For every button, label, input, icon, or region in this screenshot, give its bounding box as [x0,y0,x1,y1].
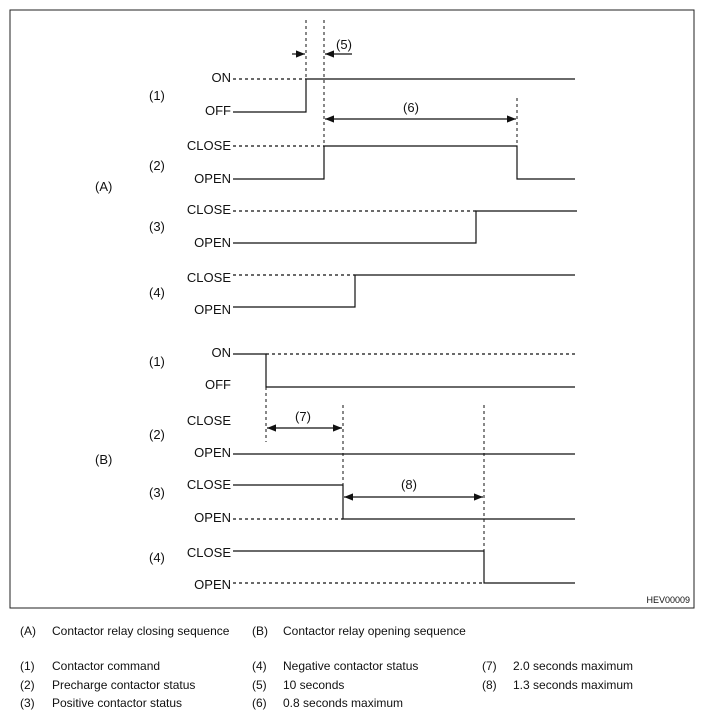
legend-key: (8) [482,678,497,692]
row-number: (1) [149,354,165,369]
state-low-label: OPEN [194,510,231,525]
legend-text: 1.3 seconds maximum [513,678,634,692]
legend-key: (A) [20,624,36,638]
legend-key: (7) [482,659,497,673]
section-b-label: (B) [95,452,113,467]
row-number: (2) [149,158,165,173]
legend-key: (4) [252,659,267,673]
legend-text: Contactor relay closing sequence [52,624,230,638]
waveform-a-4 [233,275,575,307]
row-number: (4) [149,285,165,300]
state-high-label: CLOSE [186,477,231,492]
interval-5-label: (5) [336,37,352,52]
row-number: (4) [149,550,165,565]
row-number: (2) [149,427,165,442]
legend-key: (3) [20,696,35,710]
image-code: HEV00009 [646,595,690,605]
state-high-label: CLOSE [186,270,231,285]
section-a-row-1 [149,70,231,118]
legend-text: Precharge contactor status [52,678,196,692]
state-low-label: OFF [205,377,231,392]
state-low-label: OPEN [194,445,231,460]
state-high-label: CLOSE [186,138,231,153]
section-a-row-2 [149,138,231,186]
legend-text: Contactor command [52,659,161,673]
legend-text: Positive contactor status [52,696,183,710]
legend-key: (B) [252,624,268,638]
waveform-b-1 [233,354,575,387]
legend-text: Negative contactor status [283,659,419,673]
state-high-label: ON [211,345,231,360]
section-a-row-4 [149,270,231,317]
legend-text: 2.0 seconds maximum [513,659,634,673]
section-b-row-2 [149,413,231,460]
section-b-row-1 [149,345,231,392]
legend-text: 0.8 seconds maximum [283,696,404,710]
section-b-row-3 [149,477,231,525]
section-b-row-4 [149,545,231,592]
state-high-label: CLOSE [186,545,231,560]
section-a-label: (A) [95,179,113,194]
state-low-label: OPEN [194,577,231,592]
legend-text: Contactor relay opening sequence [283,624,466,638]
waveform-a-2 [233,146,575,179]
interval-6-label: (6) [403,100,419,115]
state-low-label: OPEN [194,302,231,317]
interval-7-label: (7) [295,409,311,424]
state-high-label: ON [211,70,231,85]
state-low-label: OFF [205,103,231,118]
diagram-frame [10,10,694,608]
legend-key: (1) [20,659,35,673]
legend-key: (6) [252,696,267,710]
row-number: (3) [149,485,165,500]
legend-key: (5) [252,678,267,692]
state-high-label: CLOSE [186,413,231,428]
state-high-label: CLOSE [186,202,231,217]
legend-key: (2) [20,678,35,692]
row-number: (1) [149,88,165,103]
state-low-label: OPEN [194,235,231,250]
row-number: (3) [149,219,165,234]
waveform-a-3 [233,211,577,243]
legend-text: 10 seconds [283,678,345,692]
section-a-row-3 [149,202,231,250]
waveform-b-4 [233,551,575,583]
state-low-label: OPEN [194,171,231,186]
interval-8-label: (8) [401,477,417,492]
